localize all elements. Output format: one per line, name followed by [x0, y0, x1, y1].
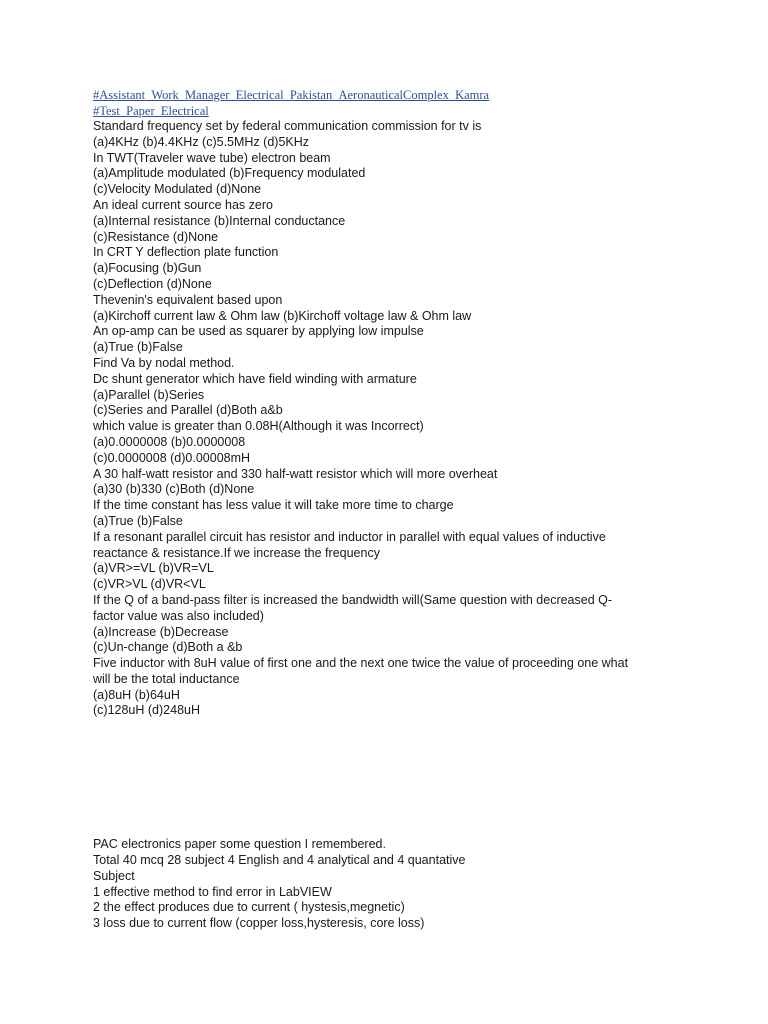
text-line: (a)True (b)False [93, 513, 183, 528]
text-line: (a)0.0000008 (b)0.0000008 [93, 434, 246, 449]
hashtag-link-test-paper[interactable]: #Test_Paper_Electrical [93, 103, 209, 118]
text-line: PAC electronics paper some question I remembered. [93, 837, 386, 852]
text-line: will be the total inductance [93, 671, 240, 686]
text-line: (a)4KHz (b)4.4KHz (c)5.5MHz (d)5KHz [93, 134, 310, 149]
text-line: 1 effective method to find error in LabVIEW [93, 884, 332, 899]
text-line: An ideal current source has zero [93, 197, 273, 212]
text-line: (a)Focusing (b)Gun [93, 261, 202, 276]
text-line: (a)VR>=VL (b)VR=VL [93, 561, 214, 576]
question-list-section [93, 119, 693, 719]
text-line: which value is greater than 0.08H(Although it was Incorrect) [93, 419, 424, 434]
text-line: (a)Amplitude modulated (b)Frequency modulated [93, 166, 366, 181]
notes-section [93, 837, 693, 932]
text-line: (a)Parallel (b)Series [93, 387, 205, 402]
text-line: (a)Internal resistance (b)Internal conductance [93, 213, 346, 228]
text-line: Five inductor with 8uH value of first one and the next one twice the value of proceeding one what [93, 656, 629, 671]
text-line: If a resonant parallel circuit has resistor and inductor in parallel with equal values of inductive [93, 529, 606, 544]
text-line: Thevenin's equivalent based upon [93, 292, 283, 307]
text-line: (a)Increase (b)Decrease [93, 624, 229, 639]
text-line: An op-amp can be used as squarer by applying low impulse [93, 324, 424, 339]
text-line: (c)Resistance (d)None [93, 229, 219, 244]
text-line: factor value was also included) [93, 608, 264, 623]
text-line: 2 the effect produces due to current ( hystesis,megnetic) [93, 900, 405, 915]
text-line: Standard frequency set by federal communication commission for tv is [93, 119, 482, 133]
text-line: A 30 half-watt resistor and 330 half-watt resistor which will more overheat [93, 466, 498, 481]
text-line: If the time constant has less value it will take more time to charge [93, 498, 454, 513]
blank-space [93, 719, 693, 837]
text-line: (c)VR>VL (d)VR<VL [93, 577, 206, 592]
text-line: Subject [93, 868, 135, 883]
text-line: 3 loss due to current flow (copper loss,hysteresis, core loss) [93, 916, 425, 931]
text-line: (a)30 (b)330 (c)Both (d)None [93, 482, 255, 497]
text-line: (c)128uH (d)248uH [93, 703, 200, 718]
text-line: Total 40 mcq 28 subject 4 English and 4 analytical and 4 quantative [93, 853, 466, 868]
text-line: In TWT(Traveler wave tube) electron beam [93, 150, 331, 165]
text-line: Dc shunt generator which have field winding with armature [93, 371, 417, 386]
hashtag-link-assistant-work-manager[interactable]: #Assistant_Work_Manager_Electrical_Pakistan_AeronauticalComplex_Kamra [93, 88, 490, 102]
text-line: (c)Deflection (d)None [93, 276, 212, 291]
text-line: (c)Series and Parallel (d)Both a&b [93, 403, 283, 418]
text-line: (a)8uH (b)64uH [93, 687, 180, 702]
text-line: (a)Kirchoff current law & Ohm law (b)Kirchoff voltage law & Ohm law [93, 308, 472, 323]
document-page [93, 88, 693, 932]
text-line: (c)Un-change (d)Both a &b [93, 640, 243, 655]
text-line: (a)True (b)False [93, 340, 183, 355]
text-line: (c)Velocity Modulated (d)None [93, 182, 262, 197]
text-line: (c)0.0000008 (d)0.00008mH [93, 450, 251, 465]
text-line: In CRT Y deflection plate function [93, 245, 279, 260]
text-line: If the Q of a band-pass filter is increased the bandwidth will(Same question with decreased Q- [93, 592, 613, 607]
text-line: reactance & resistance.If we increase the frequency [93, 545, 380, 560]
text-line: Find Va by nodal method. [93, 355, 235, 370]
